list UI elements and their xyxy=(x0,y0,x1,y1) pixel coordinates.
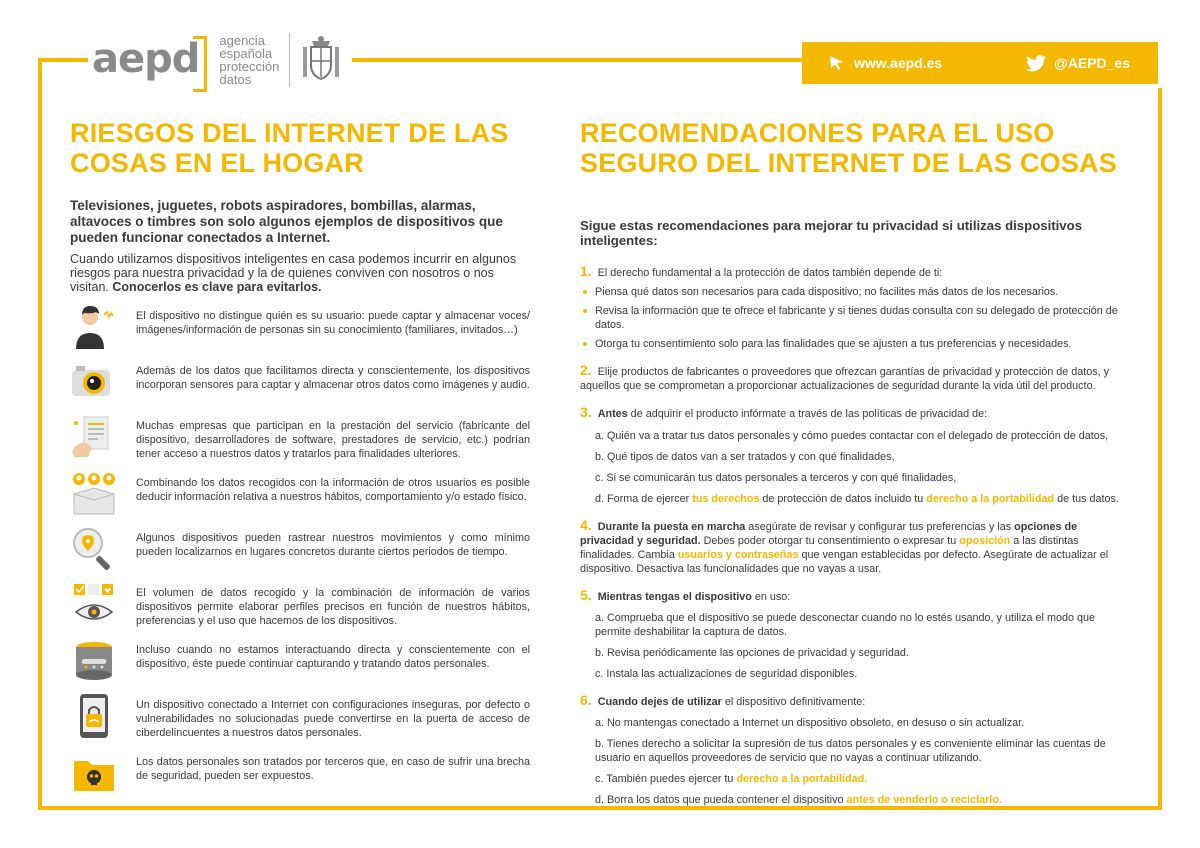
section-bold: Durante la puesta en marcha xyxy=(597,521,746,533)
section-bold: opciones de privacidad y seguridad. xyxy=(580,521,1078,547)
section-number: 3. xyxy=(580,404,592,420)
risk-text: El volumen de datos recogido y la combinación de información de varios dispositivos permite elaborar perfiles precisos en función de nuestros hábitos, preferencias y el uso que hacemos de los dispositivos. xyxy=(136,587,530,627)
recommendation-4 xyxy=(580,518,1130,576)
logo-line: datos xyxy=(219,72,252,87)
intro-text: Cuando utilizamos dispositivos inteligentes en casa podemos incurrir en algunos riesgos para nuestra privacidad y la de quienes conviven con nosotros o nos visitan. xyxy=(70,252,517,294)
section-bold: Cuando dejes de utilizar xyxy=(597,696,722,708)
section-number: 1. xyxy=(580,263,592,279)
eye-profile-icon xyxy=(70,582,118,626)
risk-item xyxy=(70,472,530,516)
section-number: 2. xyxy=(580,362,592,378)
section-number: 5. xyxy=(580,587,592,603)
frame-top-border xyxy=(340,58,802,62)
risks-intro xyxy=(70,252,530,294)
sub-item: a. Comprueba que el dispositivo se puede desconectar cuando no lo estés usando, y utiliza el modo que permite deshabilitar la captura de datos. xyxy=(595,612,1095,638)
risk-item xyxy=(70,305,530,349)
frame-top-border xyxy=(38,58,88,62)
section-text: que vengan establecidas por defecto. Asegúrate de actualizar el dispositivo. Desactiva las funcionalidades que no vayas a usar. xyxy=(580,549,1109,575)
sub-text: d. Forma de ejercer xyxy=(595,493,693,505)
website-url: www.aepd.es xyxy=(854,55,943,71)
highlight-text: oposición xyxy=(959,535,1011,547)
logo-divider xyxy=(289,33,290,87)
aepd-logo[interactable] xyxy=(88,28,352,92)
risk-item xyxy=(70,694,530,740)
highlight-text: derecho a la portabilidad. xyxy=(736,773,868,785)
section-text: el dispositivo definitivamente: xyxy=(721,696,866,708)
recommendation-1 xyxy=(580,264,1130,280)
title-line: COSAS EN EL HOGAR xyxy=(70,148,364,178)
risk-text: Los datos personales son tratados por terceros que, en caso de sufrir una brecha de seguridad, pueden ser expuestos. xyxy=(136,756,530,782)
highlight-text: tus derechos xyxy=(692,493,760,505)
recommendation-6 xyxy=(580,693,1130,709)
logo-line: española xyxy=(219,46,273,61)
risks-column xyxy=(70,118,530,795)
person-voice-icon xyxy=(70,305,118,349)
section-text: El derecho fundamental a la protección de datos también depende de ti: xyxy=(597,267,943,279)
recommendation-5 xyxy=(580,588,1130,604)
recommendation-2 xyxy=(580,363,1130,393)
sub-text: d. Borra los datos que pueda contener el dispositivo xyxy=(595,794,847,806)
risk-item xyxy=(70,639,530,683)
logo-agency-name xyxy=(219,34,279,86)
recommendations-column xyxy=(580,118,1130,807)
website-link[interactable] xyxy=(828,54,942,72)
phone-lock-icon xyxy=(70,694,118,738)
section-text: Elije productos de fabricantes o proveedores que ofrezcan garantías de privacidad y protección de datos, y aquellos que se comprometan a proporcionar actualizaciones de seguridad durante la vida útil del producto. xyxy=(580,366,1110,392)
bullet-item: Revisa la información que te ofrece el fabricante y si tienes dudas consulta con su delegado de protección de datos. xyxy=(580,304,1130,332)
title-line: RIESGOS DEL INTERNET DE LAS xyxy=(70,118,509,148)
intro-bold: Conocerlos es clave para evitarlos. xyxy=(112,280,322,294)
risks-title xyxy=(70,118,530,178)
twitter-handle: @AEPD_es xyxy=(1054,55,1130,71)
frame-left-border xyxy=(38,58,42,810)
risk-item xyxy=(70,527,530,571)
risk-text: Combinando los datos recogidos con la información de otros usuarios es posible deducir información relativa a nuestros hábitos, comportamiento y/o estado físico. xyxy=(136,477,530,503)
sub-item: a. Quién va a tratar tus datos personales y cómo puedes contactar con el delegado de protección de datos, xyxy=(595,430,1109,442)
sub-text: de protección de datos incluido tu xyxy=(759,493,927,505)
sub-item: a. No mantengas conectado a Internet un dispositivo obsoleto, en desuso o sin actualizar. xyxy=(595,717,1025,729)
section-text: Debes poder otorgar tu consentimiento o expresar tu xyxy=(700,535,960,547)
cursor-icon xyxy=(828,54,846,72)
title-line: SEGURO DEL INTERNET DE LAS COSAS xyxy=(580,148,1117,178)
section-text: de adquirir el producto infórmate a través de las políticas de privacidad de: xyxy=(627,408,988,420)
header-links-bar xyxy=(802,42,1158,84)
sub-item: b. Qué tipos de datos van a ser tratados y con qué finalidades, xyxy=(595,451,895,463)
risk-text: El dispositivo no distingue quién es su usuario: puede captar y almacenar voces/ imágenes/información de personas sin su conocimiento (familiares, invitados…) xyxy=(136,310,530,336)
risk-item xyxy=(70,582,530,628)
risks-lead: Televisiones, juguetes, robots aspiradores, bombillas, alarmas, altavoces o timbres son solo algunos ejemplos de dispositivos que pueden funcionar conectados a Internet. xyxy=(70,198,503,245)
recommendations-lead: Sigue estas recomendaciones para mejorar tu privacidad si utilizas dispositivos inteligentes: xyxy=(580,218,1083,248)
smart-speaker-icon xyxy=(70,639,118,683)
section-bold: Antes xyxy=(597,408,628,420)
bullet-item: Otorga tu consentimiento solo para las finalidades que se ajusten a tus preferencias y necesidades. xyxy=(580,337,1130,351)
sub-text: de tus datos. xyxy=(1054,493,1119,505)
sub-item xyxy=(580,793,1130,807)
sub-text: c. También puedes ejercer tu xyxy=(595,773,737,785)
highlight-text: antes de venderlo o reciclarlo. xyxy=(846,794,1002,806)
twitter-icon xyxy=(1026,55,1046,72)
section-number: 6. xyxy=(580,692,592,708)
camera-icon xyxy=(70,360,118,404)
title-line: RECOMENDACIONES PARA EL USO xyxy=(580,118,1055,148)
folder-skull-icon xyxy=(70,751,118,795)
risk-text: Además de los datos que facilitamos directa y conscientemente, los dispositivos incorporan sensores para captar y almacenar otros datos como imágenes y audio. xyxy=(136,365,530,391)
risk-text: Incluso cuando no estamos interactuando directa y conscientemente con el dispositivo, éste puede continuar capturando y tratando datos personales. xyxy=(136,644,530,670)
coat-of-arms-icon xyxy=(300,35,342,85)
risk-text: Muchas empresas que participan en la prestación del servicio (fabricante del dispositivo, desarrolladores de software, prestadores de servicio, etc.) podrían tener acceso a nuestros datos y tratarlos para finalidades ulteriores. xyxy=(136,420,530,460)
users-box-icon xyxy=(70,472,118,516)
sub-item: b. Tienes derecho a solicitar la supresión de tus datos personales y es conveniente eliminar las cuentas de usuario en aquellos proveedores de servicio que no vayas a continuar utilizando. xyxy=(595,738,1106,764)
risk-item xyxy=(70,751,530,795)
highlight-text: derecho a la portabilidad xyxy=(926,493,1055,505)
document-hand-icon xyxy=(70,415,118,459)
risk-text: Un dispositivo conectado a Internet con configuraciones inseguras, por defecto o vulnerabilidades no solucionadas puede convertirse en la puerta de acceso de ciberdelincuentes a nuestros datos personales. xyxy=(136,699,530,739)
risk-item xyxy=(70,360,530,404)
logo-line: agencia xyxy=(219,33,265,48)
frame-right-border xyxy=(1158,88,1162,810)
logo-wordmark: aepd xyxy=(92,36,200,82)
risk-text: Algunos dispositivos pueden rastrear nuestros movimientos y como mínimo pueden localizarnos en lugares concretos durante ciertos periodos de tiempo. xyxy=(136,532,530,558)
location-magnifier-icon xyxy=(70,527,118,571)
section-bold: Mientras tengas el dispositivo xyxy=(597,591,752,603)
recommendation-3 xyxy=(580,405,1130,421)
sub-item xyxy=(580,772,1130,786)
section-number: 4. xyxy=(580,517,592,533)
sub-item: c. Si se comunicarán tus datos personales a terceros y con qué finalidades, xyxy=(595,472,957,484)
logo-line: protección xyxy=(219,59,280,74)
bullet-item: Piensa qué datos son necesarios para cada dispositivo; no facilites más datos de los necesarios. xyxy=(580,285,1130,299)
logo-bracket xyxy=(193,36,207,92)
logo-mark xyxy=(88,34,207,86)
twitter-link[interactable] xyxy=(1026,55,1130,72)
sub-item xyxy=(580,492,1130,506)
section-text: en uso: xyxy=(751,591,791,603)
sub-item: c. Instala las actualizaciones de seguridad disponibles. xyxy=(595,668,858,680)
section-text: a las distintas finalidades. Cambia xyxy=(580,535,1079,561)
risk-item xyxy=(70,415,530,461)
highlight-text: usuarios y contraseñas xyxy=(677,549,799,561)
section-text: asegúrate de revisar y configurar tus preferencias y las xyxy=(745,521,1015,533)
recommendations-title xyxy=(580,118,1130,178)
sub-item: b. Revisa periódicamente las opciones de privacidad y seguridad. xyxy=(595,647,909,659)
